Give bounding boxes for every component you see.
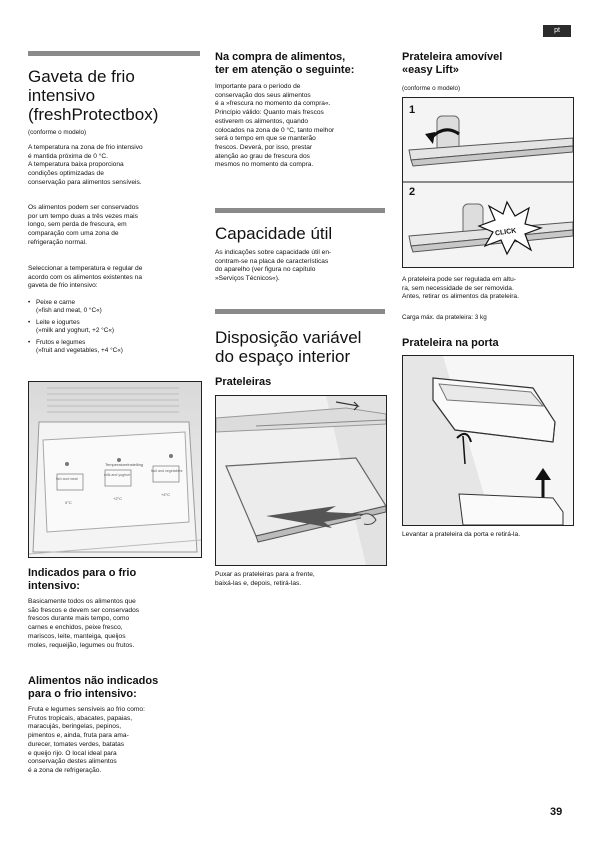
caption-door-shelf: Levantar a prateleira da porta e retirá-la. xyxy=(402,531,521,538)
panel-value-milk: +2°C xyxy=(113,496,123,501)
para-buying: Importante para o período de conservação dos seus alimentos é a »frescura no momento da compra«. Princípio válido: Quanto mais frescos estiverem os alimentos, quando colocados na zona de 0 °C, tanto melhor será o tempo em que se manterão frescos. Deverá, por isso, prestar atenção ao grau de frescura dos mesmos no momento da compra. xyxy=(215,83,335,169)
para-duration: Os alimentos podem ser conservados por um tempo duas a três vezes mais longo, sem perda de frescura, em comparação com uma zona de refrigeração normal. xyxy=(28,204,139,246)
list-item: • Peixe e carne (»fish and meat, 0 °C«) xyxy=(28,299,200,315)
heading-capacity: Capacidade útil xyxy=(215,224,333,243)
panel-label-fish: fish and meat xyxy=(56,477,78,481)
door-shelf-illustration xyxy=(403,356,573,525)
figure-door-shelf xyxy=(402,355,574,526)
panel-value-fruit: +4°C xyxy=(161,492,171,497)
language-tab: pt xyxy=(543,25,571,37)
list-item: • Leite e iogurtes (»milk and yoghurt, +2 °C«) xyxy=(28,319,200,335)
para-intro: A temperatura na zona de frio intensivo é mantida próxima de 0 °C. A temperatura baixa proporciona condições optimizadas de conservação para alimentos sensíveis. xyxy=(28,144,143,186)
click-label: CLICK xyxy=(494,227,517,238)
section-rule xyxy=(28,51,200,56)
easylift-illustration xyxy=(403,98,573,267)
para-select-temp: Seleccionar a temperatura e regular de acordo com os alimentos existentes na gaveta de frio intensivo: xyxy=(28,265,143,290)
heading-suitable: Indicados para o frio intensivo: xyxy=(28,567,137,592)
para-unsuitable: Fruta e legumes sensíveis ao frio como: Frutos tropicais, abacates, papaias, maracujás, beringelas, pepinos, pimentos e, ainda, fruta para ama- durecer, tomates verdes, batatas e queijo rijo. O local ideal para conservação destes alimentos é a zona de refrigeração. xyxy=(28,706,145,774)
subtitle-model: (conforme o modelo) xyxy=(402,85,461,92)
panel-value-fish: 0°C xyxy=(65,500,72,505)
heading-unsuitable: Alimentos não indicados para o frio intensivo: xyxy=(28,675,159,700)
shelf-removal-illustration xyxy=(216,396,386,565)
heading-buying: Na compra de alimentos, ter em atenção o seguinte: xyxy=(215,51,355,76)
panel-label-fruit: fruit and vegetables xyxy=(151,469,183,473)
list-item: • Frutos e legumes (»fruit and vegetables, +4 °C«) xyxy=(28,339,200,355)
heading-door-shelf: Prateleira na porta xyxy=(402,337,499,349)
heading-shelves: Prateleiras xyxy=(215,376,272,388)
heading-easylift: Prateleira amovível «easy Lift» xyxy=(402,51,503,76)
section-rule xyxy=(215,208,385,213)
para-capacity: As indicações sobre capacidade útil en- contram-se na placa de características do aparelho (ver figura no capítulo »Serviços Técnicos«). xyxy=(215,249,332,283)
para-suitable: Basicamente todos os alimentos que são frescos e devem ser conservados frescos durante mais tempo, como carnes e enchidos, peixe fresco, mariscos, leite, manteiga, queijos moles, requeijão, legumes ou frutos. xyxy=(28,598,140,649)
max-load: Carga máx. da prateleira: 3 kg xyxy=(402,314,487,321)
page-number: 39 xyxy=(550,806,563,818)
panel-label-milk: milk and yoghurt xyxy=(104,473,131,477)
caption-shelves: Puxar as prateleiras para a frente, baixá-las e, depois, retirá-las. xyxy=(215,571,315,587)
figure-control-panel xyxy=(28,381,202,558)
section-rule xyxy=(215,309,385,314)
heading-layout: Disposição variável do espaço interior xyxy=(215,328,362,366)
para-easylift: A prateleira pode ser regulada em altu- ra, sem necessidade de ser removida. Antes, retirar os alimentos da prateleira. xyxy=(402,276,519,301)
step-2-label: 2 xyxy=(409,186,416,198)
subtitle-model: (conforme o modelo) xyxy=(28,129,87,136)
figure-shelves xyxy=(215,395,387,566)
step-1-label: 1 xyxy=(409,104,416,116)
section-title-freshprotectbox: Gaveta de frio intensivo (freshProtectbox) xyxy=(28,67,159,124)
figure-easylift xyxy=(402,97,574,268)
temperature-list xyxy=(28,299,200,359)
panel-heading: Temperatureinstelling xyxy=(105,462,144,467)
